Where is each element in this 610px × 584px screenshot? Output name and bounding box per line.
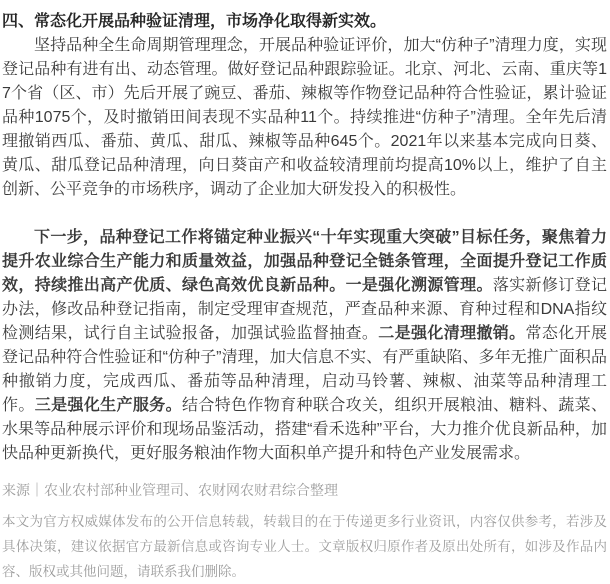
- next-steps-lead-bold: 下一步，品种登记工作将锚定种业振兴“十年实现重大突破”目标任务，聚焦着力提升农业综合生产能力和质量效益，加强品种登记全链条管理，全面提升登记工作质效，持续推出高产优质、绿色高效优良新品种。一是强化溯源管理。: [2, 229, 607, 294]
- section-heading: 四、常态化开展品种验证清理，市场净化取得新实效。: [2, 13, 387, 30]
- source-attribution: 来源｜农业农村部种业管理司、农财网农财君综合整理: [2, 482, 338, 498]
- measure-1-source-management-text: 落实新修订登记办法，修改品种登记指南，制定受理审查规范，严查品种来源、育种过程和DNA指纹检测结果，试行自主试验报备，加强试验监督抽查。: [2, 277, 607, 342]
- paragraph-verification-cleanup: 坚持品种全生命周期管理理念，开展品种验证评价，加大“仿种子”清理力度，实现登记品种有进有出、动态管理。做好登记品种跟踪验证。北京、河北、云南、重庆等17个省（区、市）先后开展了豌豆、番茄、辣椒等作物登记品种符合性验证，累计验证品种1075个，及时撤销田间表现不实品种11个。持续推进“仿种子”清理。全年先后清理撤销西瓜、番茄、黄瓜、甜瓜、辣椒等品种645个。2021年以来基本完成向日葵、黄瓜、甜瓜登记品种清理，向日葵亩产和收益较清理前均提高10%以上，维护了自主创新、公平竞争的市场秩序，调动了企业加大研发投入的积极性。: [2, 37, 607, 198]
- measure-3-production-service-heading: 三是强化生产服务。: [34, 397, 182, 414]
- measure-2-cleanup-revocation-text: 常态化开展登记品种符合性验证和“仿种子”清理，加大信息不实、有严重缺陷、多年无推广面积品种撤销力度，完成西瓜、番茄等品种清理，启动马铃薯、辣椒、油菜等品种清理工作。: [2, 325, 607, 414]
- measure-2-cleanup-revocation-heading: 二是强化清理撤销。: [378, 325, 526, 342]
- paragraph-next-steps: [2, 226, 607, 466]
- measure-3-production-service-text: 结合特色作物育种联合攻关，组织开展粮油、糖料、蔬菜、水果等品种展示评价和现场品鉴活动，搭建“看禾选种”平台，大力推介优良新品种，加快品种更新换代，更好服务粮油作物大面积单产提升和特色产业发展需求。: [2, 397, 607, 462]
- disclaimer-text: 本文为官方权威媒体发布的公开信息转载，转载目的在于传递更多行业资讯，内容仅供参考，若涉及具体决策，建议依据官方最新信息或咨询专业人士。文章版权归原作者及原出处所有，如涉及作品内容、版权或其他问题，请联系我们删除。: [2, 514, 607, 579]
